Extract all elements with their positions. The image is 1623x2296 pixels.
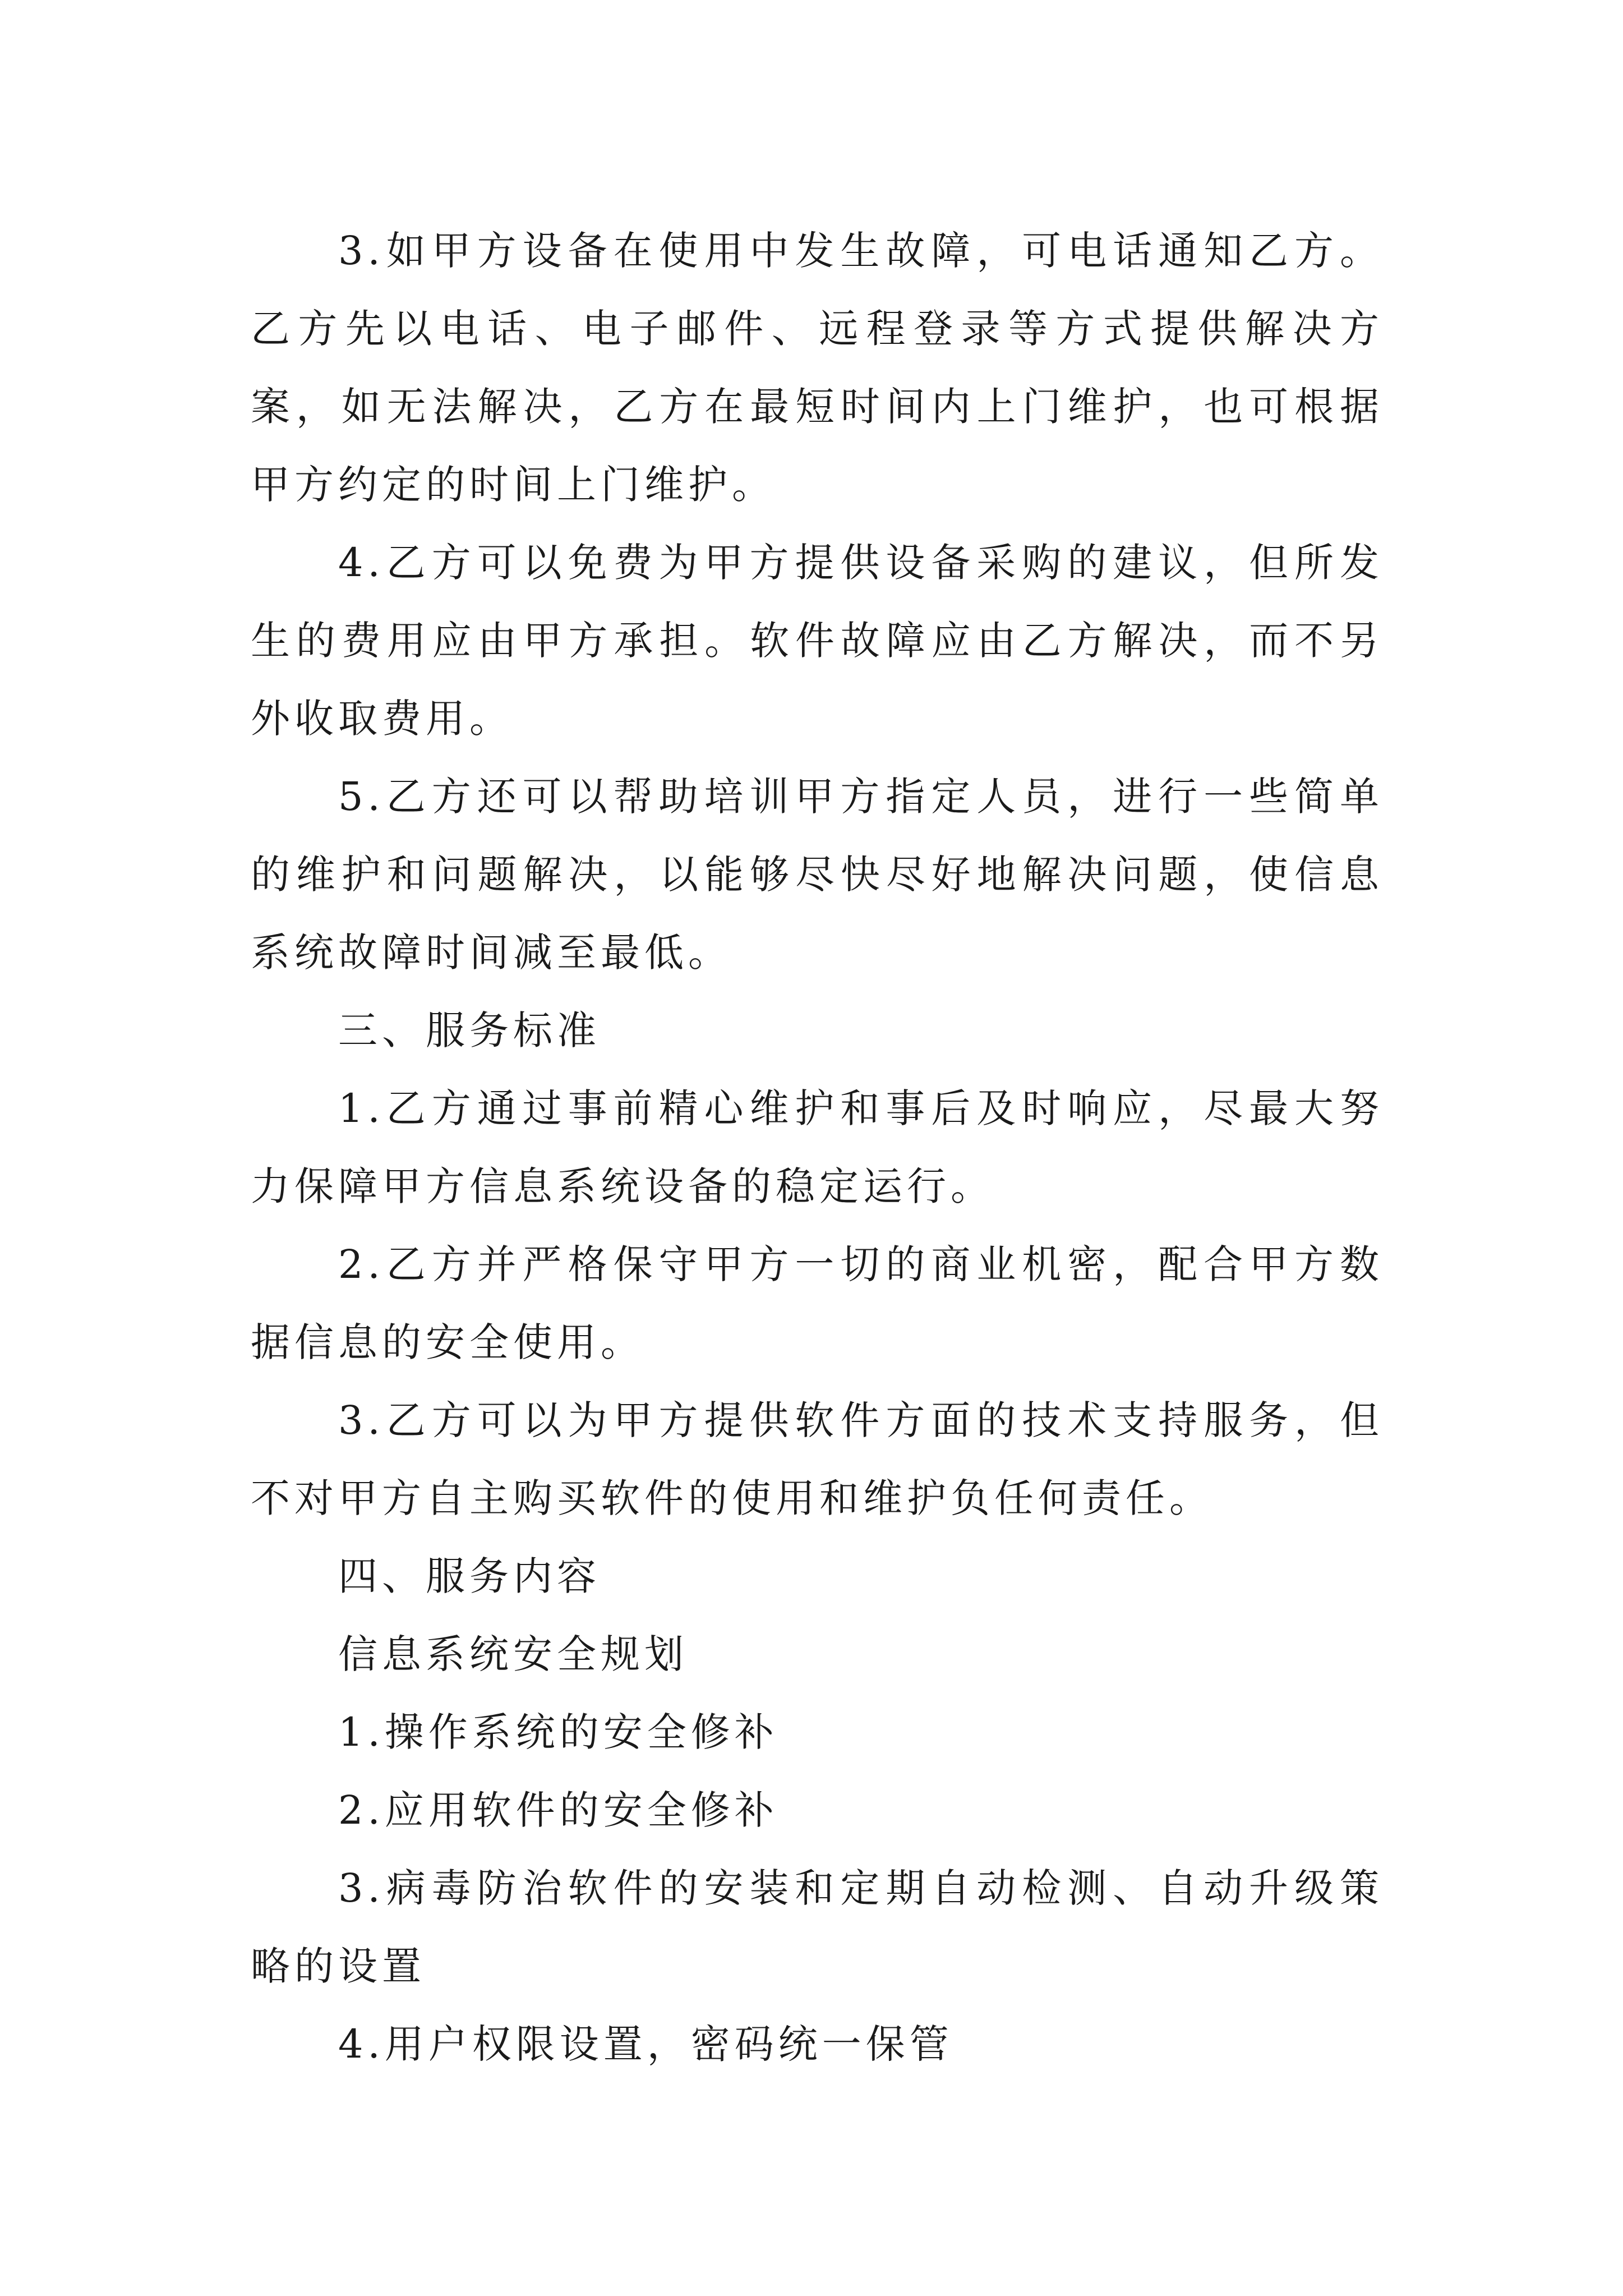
list-item-antivirus: 3.病毒防治软件的安装和定期自动检测、自动升级策略的设置 — [251, 1865, 1384, 1989]
paragraph-standard-3: 3.乙方可以为甲方提供软件方面的技术支持服务，但不对甲方自主购买软件的使用和维护负任何责任。 — [251, 1397, 1384, 1521]
paragraph-standard-1: 1.乙方通过事前精心维护和事后及时响应，尽最大努力保障甲方信息系统设备的稳定运行。 — [251, 1085, 1384, 1209]
section-heading-service-content: 四、服务内容 — [338, 1553, 601, 1599]
list-item-app-patching: 2.应用软件的安全修补 — [338, 1787, 778, 1833]
paragraph-standard-2: 2.乙方并严格保守甲方一切的商业机密，配合甲方数据信息的安全使用。 — [251, 1241, 1384, 1365]
paragraph-training: 5.乙方还可以帮助培训甲方指定人员，进行一些简单的维护和问题解决，以能够尽快尽好地解决问题，使信息系统故障时间减至最低。 — [251, 774, 1384, 976]
list-item-permissions: 4.用户权限设置，密码统一保管 — [338, 2021, 953, 2067]
document-body — [251, 212, 1384, 2083]
section-heading-service-standards: 三、服务标准 — [338, 1007, 601, 1053]
list-item-os-patching: 1.操作系统的安全修补 — [338, 1709, 778, 1755]
paragraph-procurement-advice: 4.乙方可以免费为甲方提供设备采购的建议，但所发生的费用应由甲方承担。软件故障应由乙方解决，而不另外收取费用。 — [251, 540, 1384, 742]
paragraph-fault-handling: 3.如甲方设备在使用中发生故障，可电话通知乙方。乙方先以电话、电子邮件、远程登录等方式提供解决方案，如无法解决，乙方在最短时间内上门维护，也可根据甲方约定的时间上门维护。 — [251, 228, 1384, 508]
subheading-security-planning: 信息系统安全规划 — [338, 1631, 688, 1677]
